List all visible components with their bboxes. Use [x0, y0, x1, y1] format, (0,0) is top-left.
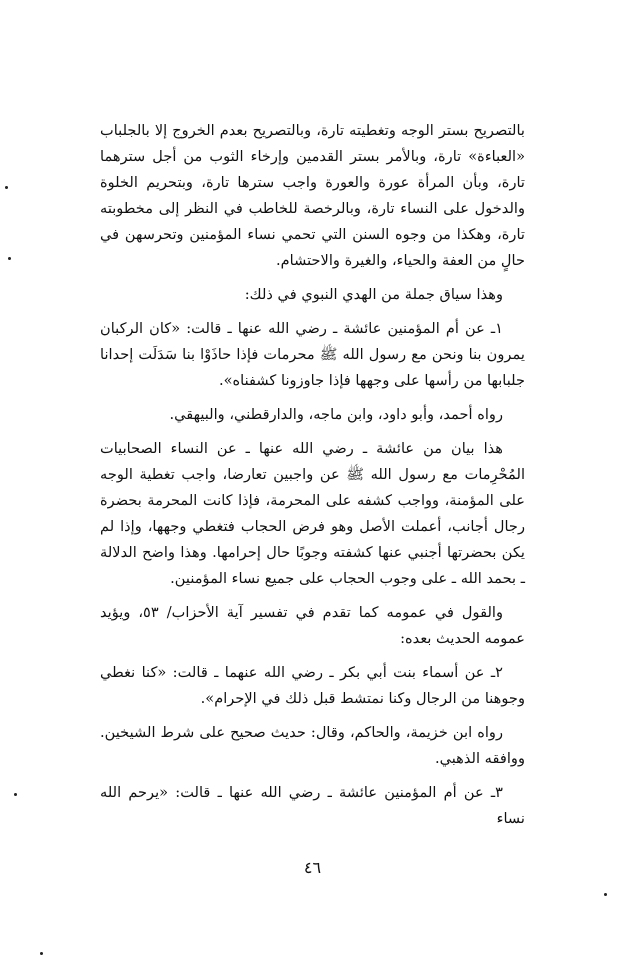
paragraph-hadith-1-explanation: هذا بيان من عائشة ـ رضي الله عنها ـ عن النساء الصحابيات المُحْرِمات مع رسول الله ﷺ عن واجبين تعارضا، واجب تغطية الوجه على المؤمنة، وواجب كشفه على المحرمة، فإذا كانت المحرمة بحضرة رجال أجانب، أعملت الأصل وهو فرض الحجاب فتغطي وجهها، وإذا لم يكن بحضرتها أجنبي عنها كشفته وجوبًا حال إحرامها. وهذا واضح الدلالة ـ بحمد الله ـ على وجوب الحجاب على جميع نساء المؤمنين.	[100, 440, 525, 587]
paragraph-hadith-2-source: رواه ابن خزيمة، والحاكم، وقال: حديث صحيح على شرط الشيخين. ووافقه الذهبي.	[100, 724, 525, 767]
paragraph-hadith-1: ١ـ عن أم المؤمنين عائشة ـ رضي الله عنها ـ قالت: «كان الركبان يمرون بنا ونحن مع رسول الله ﷺ محرمات فإذا حاذَوْا بنا سَدَلَت إحدانا جلبابها من رأسها على وجهها فإذا جاوزونا كشفناه».	[100, 320, 525, 389]
paragraph-generality-note: والقول في عمومه كما تقدم في تفسير آية الأحزاب/ ٥٣، ويؤيد عمومه الحديث بعده:	[100, 604, 525, 647]
scan-speck	[14, 793, 17, 796]
paragraph-hadith-3-start: ٣ـ عن أم المؤمنين عائشة ـ رضي الله عنها ـ قالت: «يرحم الله نساء	[100, 784, 525, 827]
paragraph-hadith-1-source: رواه أحمد، وأبو داود، وابن ماجه، والدارقطني، والبيهقي.	[169, 406, 503, 423]
scan-speck	[40, 952, 43, 955]
book-page-text	[100, 118, 525, 832]
paragraph-context-intro: وهذا سياق جملة من الهدي النبوي في ذلك:	[244, 286, 503, 303]
paragraph-hijab-sunnah-evidence: بالتصريح بستر الوجه وتغطيته تارة، وبالتصريح بعدم الخروج إلا بالجلباب «العباءة» تارة، وبالأمر بستر القدمين وإرخاء الثوب من أجل سترهما تارة، وبأن المرأة عورة والعورة واجب سترها تارة، وبتحريم الخلوة والدخول على النساء تارة، وبالرخصة للخاطب في النظر إلى مخطوبته تارة، وهكذا من وجوه السنن التي تحمي نساء المؤمنين وتحرسهن في حالٍ من العفة والحياء، والغيرة والاحتشام.	[100, 122, 525, 269]
scan-speck	[5, 186, 8, 189]
paragraph-hadith-2: ٢ـ عن أسماء بنت أبي بكر ـ رضي الله عنهما ـ قالت: «كنا نغطي وجوهنا من الرجال وكنا نمتشط قبل ذلك في الإحرام».	[100, 664, 525, 707]
scan-speck	[604, 893, 607, 896]
scan-speck	[8, 257, 11, 260]
page-number: ٤٦	[303, 858, 322, 877]
